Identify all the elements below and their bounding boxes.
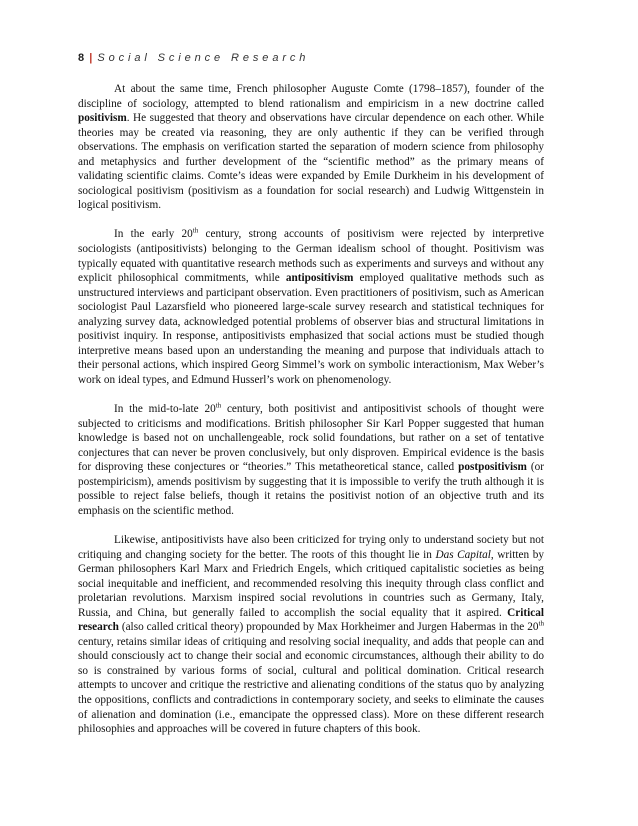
- italic-title: Das Capital: [435, 548, 491, 561]
- paragraph: [78, 227, 544, 387]
- text-run: employed qualitative methods such as unstructured interviews and participant observation. Even practitioners of positivism, such as American sociologist Paul Lazarsfield who pioneered large-scale survey research and statistical techniques for analyzing survey data, acknowledged potential problems of observer bias and structural limitations in positivist inquiry. In response, antipositivists emphasized that social actions must be studied though interpretive means based upon an understanding the meaning and purpose that individuals attach to their personal actions, which inspired Georg Simmel’s work on symbolic interactionism, Max Weber’s work on ideal types, and Edmund Husserl’s work on phenomenology.: [78, 272, 544, 386]
- header-separator: |: [89, 52, 93, 64]
- superscript: th: [215, 401, 222, 410]
- text-run: century, both positivist and antipositivist schools of thought were subjected to criticisms and modifications. British philosopher Sir Karl Popper suggested that human knowledge is based not on unchallengeable, rock solid foundations, but rather on a set of tentative conjectures that can never be proven conclusively, but only disproven. Empirical evidence is the basis for disproving these conjectures or “theories.” This metatheoretical stance, called: [78, 403, 544, 474]
- superscript: th: [192, 226, 199, 235]
- text-run: At about the same time, French philosopher Auguste Comte (1798–1857), founder of the discipline of sociology, attempted to blend rationalism and empiricism in a new doctrine called: [78, 83, 544, 110]
- running-title: Social Science Research: [97, 52, 310, 64]
- text-run: Likewise, antipositivists have also been criticized for trying only to understand society but not critiquing and changing society for the better. The roots of this thought lie in: [78, 533, 544, 561]
- text-run: In the mid-to-late 20: [114, 403, 216, 416]
- bold-term: positivism: [78, 112, 127, 125]
- text-run: century, retains similar ideas of critiquing and resolving social inequality, and adds that people can and should consciously act to change their social and economic circumstances, although their ability to do so is constrained by various forms of social, cultural and political domination. Critical research attempts to uncover and critique the restrictive and alienating conditions of the status quo by analyzing the oppositions, conflicts and contradictions in contemporary society, and seeks to eliminate the causes of alienation and domination (i.e., emancipate the oppressed class). More on these different research philosophies and approaches will be covered in future chapters of this book.: [78, 635, 544, 736]
- text-run: . He suggested that theory and observations have circular dependence on each other. While theories may be created via reasoning, they are only authentic if they can be verified through observations. The emphasis on verification started the separation of modern science from philosophy and metaphysics and further development of the “scientific method” as the primary means of validating scientific claims. Comte’s ideas were expanded by Emile Durkheim in his development of sociological positivism (positivism as a foundation for social research) and Ludwig Wittgenstein in logical positivism.: [78, 112, 544, 212]
- text-run: century, strong accounts of positivism were rejected by interpretive sociologists (antipositivists) belonging to the German idealism school of thought. Positivism was typically equated with quantitative research methods such as experiments and surveys and without any explicit philosophical commitments, while: [78, 228, 544, 285]
- body-text: [78, 82, 544, 737]
- text-run: In the early 20: [114, 228, 193, 241]
- text-run: , written by German philosophers Karl Marx and Friedrich Engels, which critiqued capitalistic societies as being social inequitable and inefficient, and recommended resolving this inequity through class conflict and proletarian revolutions. Marxism inspired social revolutions in countries such as Germany, Italy, Russia, and China, but generally failed to accomplish the social equality that it aspired.: [78, 548, 544, 619]
- bold-term: antipositivism: [285, 272, 354, 285]
- paragraph: [78, 533, 544, 737]
- superscript: th: [538, 619, 544, 628]
- running-header: [78, 52, 558, 64]
- text-run: (also called critical theory) propounded by Max Horkheimer and Jurgen Habermas in the 20: [118, 621, 539, 634]
- text-run: (or postempiricism), amends positivism by suggesting that it is impossible to verify the truth although it is possible to reject false beliefs, though it retains the positivist notion of an objective truth and its emphasis on the scientific method.: [78, 461, 544, 517]
- paragraph: [78, 82, 544, 213]
- page-number: 8: [78, 52, 85, 64]
- bold-term: Critical research: [78, 606, 544, 634]
- paragraph: [78, 402, 544, 518]
- bold-term: postpositivism: [458, 461, 527, 474]
